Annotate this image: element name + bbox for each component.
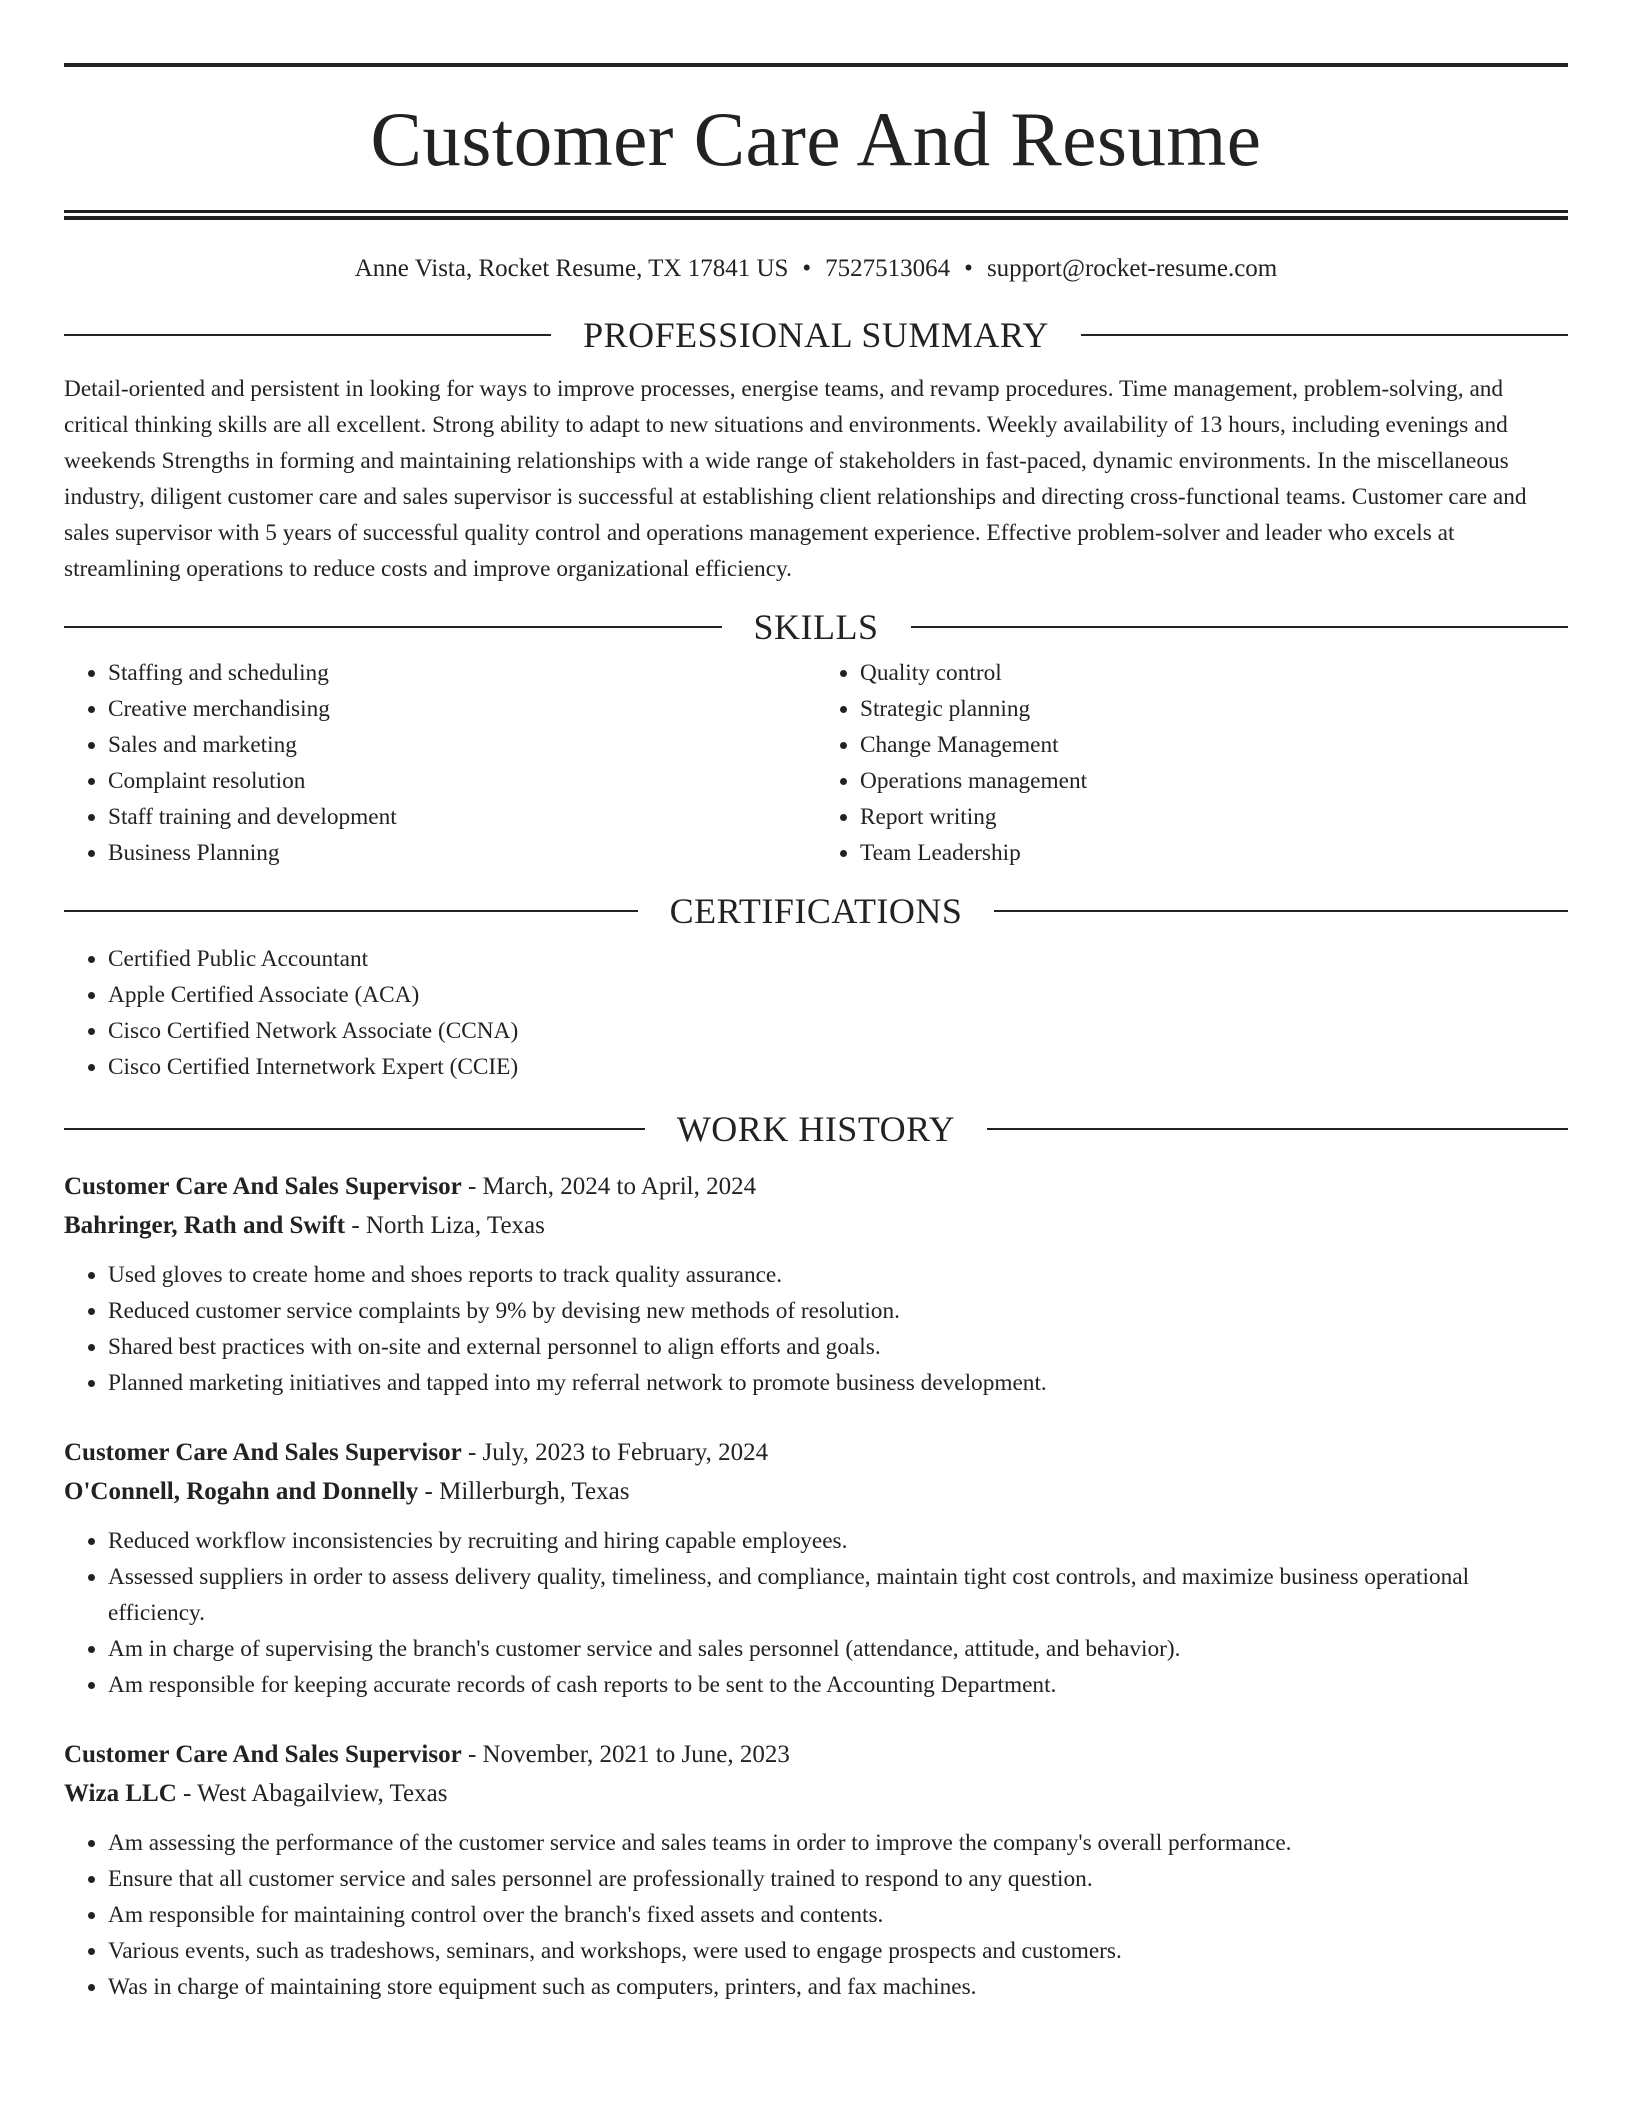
skill-item: • Report writing <box>860 799 1568 835</box>
job-title: Customer Care And Sales Supervisor <box>64 1741 462 1768</box>
job-location: - North Liza, Texas <box>345 1212 545 1239</box>
job-entry <box>64 1735 1568 2005</box>
section-title: PROFESSIONAL SUMMARY <box>583 315 1049 355</box>
job-bullet: • Reduced workflow inconsistencies by recruiting and hiring capable employees. <box>108 1523 1568 1559</box>
skill-item: • Complaint resolution <box>108 763 816 799</box>
skill-item: • Team Leadership <box>860 835 1568 871</box>
job-company-line <box>64 1472 1568 1511</box>
skill-item: • Change Management <box>860 727 1568 763</box>
certification-item: • Apple Certified Associate (ACA) <box>108 977 1568 1013</box>
skill-item: • Business Planning <box>108 835 816 871</box>
job-dates: - July, 2023 to February, 2024 <box>461 1439 769 1466</box>
certification-item: • Cisco Certified Internetwork Expert (CCIE) <box>108 1049 1568 1085</box>
job-company-line <box>64 1774 1568 1813</box>
job-bullet: • Am responsible for maintaining control over the branch's fixed assets and contents. <box>108 1897 1568 1933</box>
job-dates: - November, 2021 to June, 2023 <box>461 1741 790 1768</box>
job-dates: - March, 2024 to April, 2024 <box>461 1173 757 1200</box>
skill-item: • Quality control <box>860 655 1568 691</box>
document-title: Customer Care And Resume <box>370 96 1262 182</box>
job-company: Wiza LLC <box>64 1780 177 1807</box>
job-bullet: • Shared best practices with on-site and external personnel to align efforts and goals. <box>108 1329 1568 1365</box>
job-company-line <box>64 1206 1568 1245</box>
skill-item: • Operations management <box>860 763 1568 799</box>
contact-phone: 7527513064 <box>825 255 951 282</box>
heading-rule-right <box>1081 334 1568 336</box>
job-bullets <box>64 1257 1568 1401</box>
job-location: - West Abagailview, Texas <box>176 1780 448 1807</box>
contact-line <box>64 256 1568 281</box>
skill-item: • Creative merchandising <box>108 691 816 727</box>
skill-item: • Staffing and scheduling <box>108 655 816 691</box>
skill-item: • Strategic planning <box>860 691 1568 727</box>
section-heading-work-history <box>64 1111 1568 1147</box>
section-heading-summary <box>64 317 1568 353</box>
job-bullet: • Was in charge of maintaining store equipment such as computers, printers, and fax machines. <box>108 1969 1568 2005</box>
heading-rule-right <box>994 910 1568 912</box>
job-title-line <box>64 1167 1568 1206</box>
job-bullet: • Various events, such as tradeshows, seminars, and workshops, were used to engage prospects and customers. <box>108 1933 1568 1969</box>
section-title: SKILLS <box>753 607 879 647</box>
job-bullet: • Ensure that all customer service and sales personnel are professionally trained to respond to any question. <box>108 1861 1568 1897</box>
section-title: WORK HISTORY <box>676 1109 956 1149</box>
section-title: CERTIFICATIONS <box>669 891 963 931</box>
heading-rule-left <box>64 626 722 628</box>
skill-item: • Sales and marketing <box>108 727 816 763</box>
heading-rule-left <box>64 910 638 912</box>
job-title: Customer Care And Sales Supervisor <box>64 1173 462 1200</box>
job-bullet: • Am responsible for keeping accurate records of cash reports to be sent to the Accounting Department. <box>108 1667 1568 1703</box>
heading-rule-left <box>64 334 551 336</box>
section-heading-certifications <box>64 893 1568 929</box>
job-title: Customer Care And Sales Supervisor <box>64 1439 462 1466</box>
contact-address: Anne Vista, Rocket Resume, TX 17841 US <box>354 255 789 282</box>
job-bullet: • Am assessing the performance of the customer service and sales teams in order to improve the company's overall performance. <box>108 1825 1568 1861</box>
contact-separator: • <box>802 255 812 282</box>
job-bullet: • Am in charge of supervising the branch's customer service and sales personnel (attendance, attitude, and behavior). <box>108 1631 1568 1667</box>
title-double-rule <box>64 210 1568 220</box>
skills-grid <box>64 655 1568 871</box>
job-bullets <box>64 1523 1568 1703</box>
job-bullet: • Used gloves to create home and shoes reports to track quality assurance. <box>108 1257 1568 1293</box>
contact-email: support@rocket-resume.com <box>986 255 1278 282</box>
skills-list-right <box>816 655 1568 871</box>
certifications-list <box>64 941 1568 1085</box>
heading-rule-right <box>911 626 1569 628</box>
job-company: O'Connell, Rogahn and Donnelly <box>64 1478 419 1505</box>
job-title-line <box>64 1433 1568 1472</box>
job-bullet: • Planned marketing initiatives and tapped into my referral network to promote business development. <box>108 1365 1568 1401</box>
certification-item: • Cisco Certified Network Associate (CCNA) <box>108 1013 1568 1049</box>
summary-text: Detail-oriented and persistent in looking for ways to improve processes, energise teams, and revamp procedures. Time management, problem-solving, and critical thinking skills are all excellent. Strong ability to adapt to new situations and environments. Weekly availability of 13 hours, including evenings and weekends Strengths in forming and maintaining relationships with a wide range of stakeholders in fast-paced, dynamic environments. In the miscellaneous industry, diligent customer care and sales supervisor is successful at establishing client relationships and directing cross-functional teams. Customer care and sales supervisor with 5 years of successful quality control and operations management experience. Effective problem-solver and leader who excels at streamlining operations to reduce costs and improve organizational efficiency. <box>64 376 1527 582</box>
job-entry <box>64 1433 1568 1703</box>
top-rule <box>64 63 1568 67</box>
job-location: - Millerburgh, Texas <box>418 1478 630 1505</box>
heading-rule-left <box>64 1128 645 1130</box>
skill-item: • Staff training and development <box>108 799 816 835</box>
job-entry <box>64 1167 1568 1401</box>
job-company: Bahringer, Rath and Swift <box>64 1212 346 1239</box>
job-bullets <box>64 1825 1568 2005</box>
job-title-line <box>64 1735 1568 1774</box>
job-bullet: • Reduced customer service complaints by 9% by devising new methods of resolution. <box>108 1293 1568 1329</box>
contact-separator: • <box>964 255 973 282</box>
certification-item: • Certified Public Accountant <box>108 941 1568 977</box>
job-bullet: • Assessed suppliers in order to assess delivery quality, timeliness, and compliance, maintain tight cost controls, and maximize business operational efficiency. <box>108 1559 1568 1631</box>
skills-list-left <box>64 655 816 871</box>
heading-rule-right <box>987 1128 1568 1130</box>
section-heading-skills <box>64 609 1568 645</box>
